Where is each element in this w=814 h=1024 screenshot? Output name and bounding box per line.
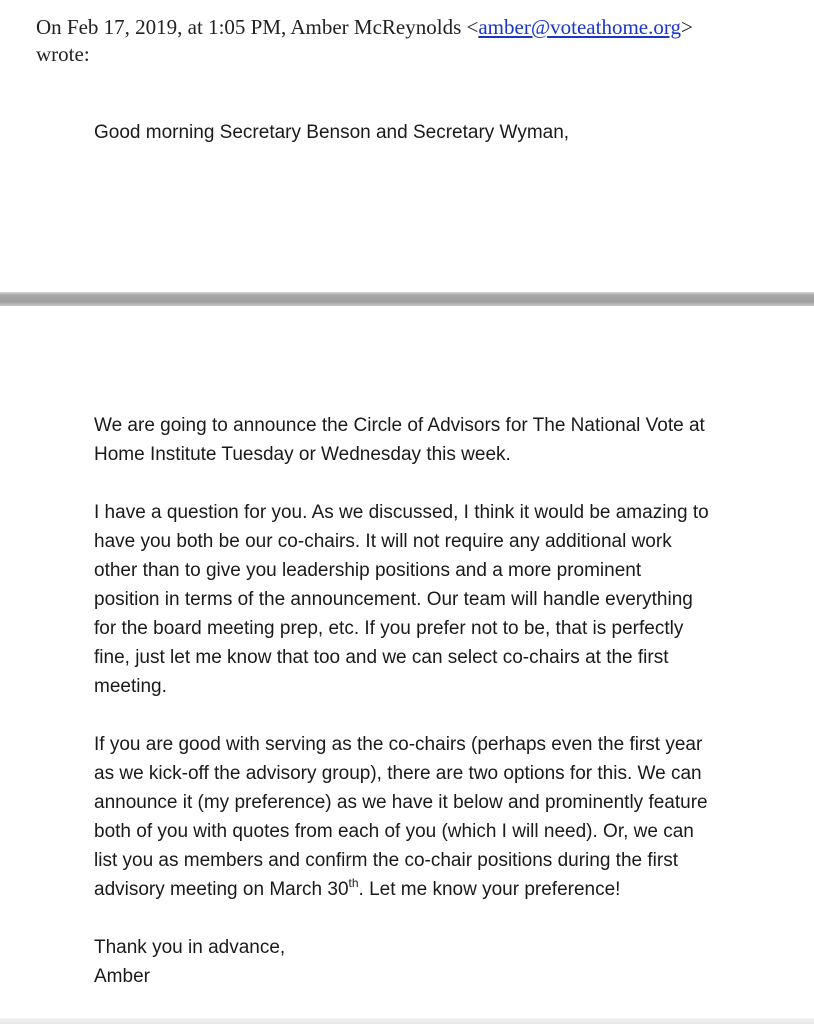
page-bottom-edge [0,1018,814,1024]
ordinal-suffix: th [348,876,359,890]
sender-email-link[interactable]: amber@voteathome.org [478,15,681,39]
email-body [94,411,794,991]
options-text: If you are good with serving as the co-chairs (perhaps even the first year as we kick-off the advisory group), there are two options for this. We can announce it (my preference) as we have it below and prominently feature both of you with quotes from each of you (which I will need). Or, we can list you as members and confirm the co-chair positions during the first advisory meeting on March 30 [94,734,708,900]
greeting-line: Good morning Secretary Benson and Secretary Wyman, [94,122,570,143]
page-break-divider [0,292,814,306]
closing-line: Thank you in advance, [94,937,286,958]
quote-header-suffix: > [680,15,693,39]
signature: Amber [94,966,150,987]
closing-block [94,933,794,991]
body-paragraph-announcement: We are going to announce the Circle of Advisors for The National Vote at Home Institute Tuesday or Wednesday this week. [94,415,705,465]
quote-header-wrote: wrote: [36,42,90,66]
quote-header-prefix: On Feb 17, 2019, at 1:05 PM, Amber McReynolds < [36,15,479,39]
body-paragraph-options [94,730,794,904]
body-paragraph-question: I have a question for you. As we discussed, I think it would be amazing to have you both be our co-chairs. It will not require any additional work other than to give you leadership positions and a more prominent position in terms of the announcement. Our team will handle everything for the board meeting prep, etc. If you prefer not to be, that is perfectly fine, just let me know that too and we can select co-chairs at the first meeting. [94,502,709,697]
email-quote-header [36,14,796,68]
options-text-end: . Let me know your preference! [358,879,621,900]
